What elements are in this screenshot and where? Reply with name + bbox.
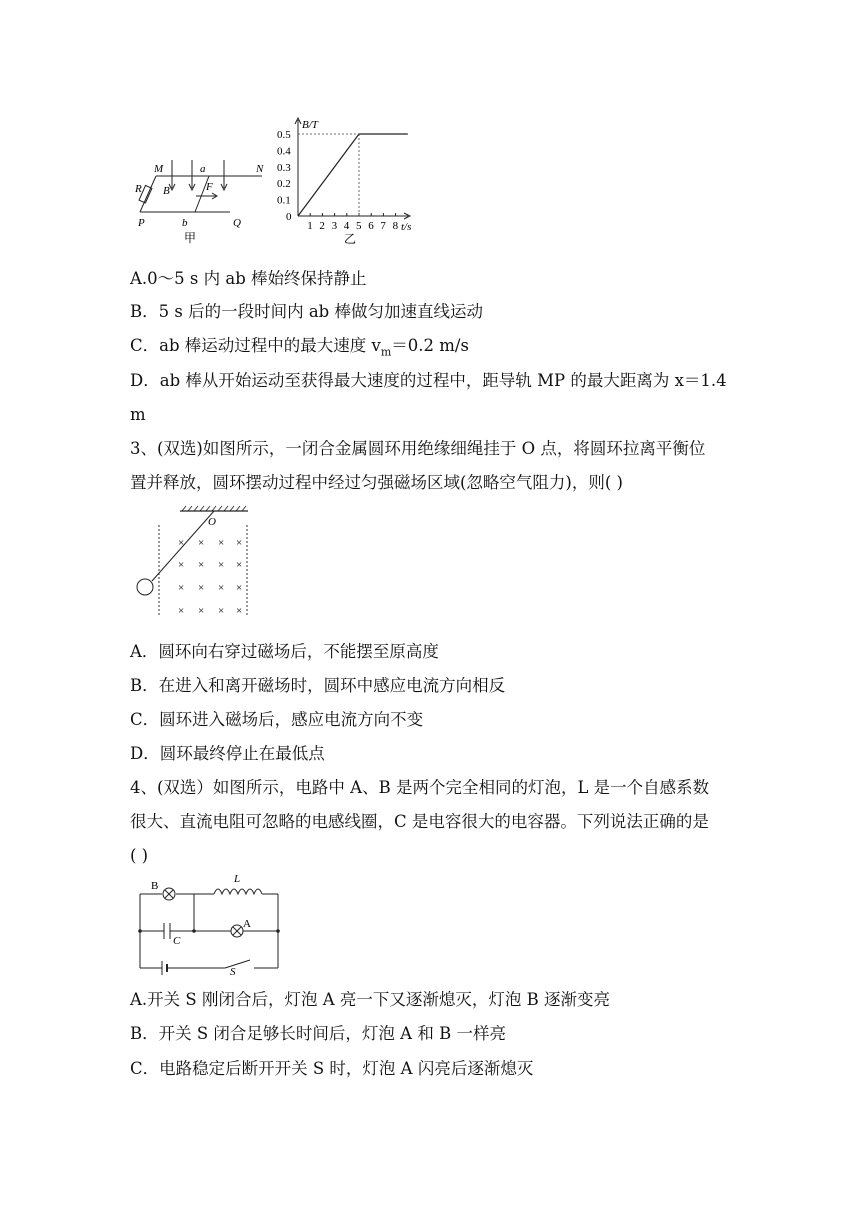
q3-figure	[130, 502, 270, 622]
label-M: M	[154, 163, 164, 175]
q2-option-c	[130, 335, 469, 363]
label-R: R	[135, 183, 142, 195]
q3-option-d: D．圆环最终停止在最低点	[130, 744, 325, 763]
x-tick-label: 6	[368, 220, 374, 232]
q4-option-b: B．开关 S 闭合足够长时间后，灯泡 A 和 B 一样亮	[130, 1024, 506, 1043]
x-tick-label: 5	[356, 220, 362, 232]
label-O: O	[208, 516, 216, 528]
magnetic-field-cross: ×	[236, 559, 243, 571]
label-P: P	[138, 217, 145, 229]
magnetic-field-cross: ×	[198, 582, 205, 594]
caption-yi: 乙	[344, 232, 357, 246]
label-Q: Q	[233, 217, 241, 229]
label-b: b	[182, 217, 188, 229]
x-tick-label: 3	[331, 220, 338, 232]
label-B-bulb: B	[151, 880, 159, 892]
y-tick-label: 0.2	[277, 178, 291, 191]
q4-figure	[130, 872, 290, 977]
magnetic-field-cross: ×	[178, 582, 185, 594]
caption-jia: 甲	[184, 231, 197, 245]
magnetic-field-cross: ×	[198, 537, 205, 549]
q4-stem-line1: 4、(双选）如图所示，电路中 A、B 是两个完全相同的灯泡，L 是一个自感系数	[130, 778, 710, 797]
y-tick-label: 0.5	[277, 129, 291, 141]
q4-option-c: C．电路稳定后断开开关 S 时，灯泡 A 闪亮后逐渐熄灭	[130, 1059, 534, 1078]
b-t-graph	[277, 118, 411, 246]
magnetic-field-cross: ×	[236, 537, 243, 549]
magnetic-field-cross: ×	[198, 559, 205, 571]
magnetic-field-cross: ×	[178, 605, 185, 617]
q2-option-b: B．5 s 后的一段时间内 ab 棒做匀加速直线运动	[130, 302, 483, 321]
q4-option-a: A.开关 S 刚闭合后，灯泡 A 亮一下又逐渐熄灭，灯泡 B 逐渐变亮	[130, 990, 610, 1009]
q4-stem-line3: ( )	[130, 846, 149, 865]
x-tick-label: 8	[392, 220, 399, 232]
q2-option-d-line2: m	[130, 405, 146, 424]
q2-option-c-pre: C．ab 棒运动过程中的最大速度 v	[130, 336, 381, 355]
magnetic-field-cross: ×	[218, 537, 225, 549]
x-tick-label: 7	[380, 220, 386, 232]
y-tick-label: 0.3	[277, 161, 291, 174]
magnetic-field-cross: ×	[218, 559, 225, 571]
magnetic-field-cross: ×	[218, 605, 225, 617]
graph-xlabel: t/s	[401, 221, 412, 233]
magnetic-field-cross: ×	[178, 537, 185, 549]
y-tick-label: 0	[286, 211, 292, 223]
label-L: L	[234, 873, 241, 885]
label-S: S	[230, 966, 236, 977]
label-F: F	[206, 181, 213, 193]
q2-option-c-post: ＝0.2 m/s	[391, 336, 469, 355]
q2-option-c-sub: m	[380, 345, 392, 359]
y-tick-label: 0.1	[277, 194, 291, 207]
label-N: N	[256, 163, 264, 175]
q3-stem-line2: 置并释放，圆环摆动过程中经过匀强磁场区域(忽略空气阻力)，则( )	[130, 473, 623, 492]
q3-option-c: C．圆环进入磁场后，感应电流方向不变	[130, 710, 424, 729]
magnetic-field-cross: ×	[218, 582, 225, 594]
x-tick-label: 2	[319, 220, 325, 232]
label-B: B	[163, 185, 170, 197]
label-a: a	[200, 163, 206, 175]
y-tick-label: 0.4	[277, 145, 291, 158]
q2-figure	[130, 110, 430, 250]
x-tick-label: 4	[343, 220, 350, 232]
graph-ylabel: B/T	[302, 119, 318, 131]
q3-stem-line1: 3、(双选)如图所示，一闭合金属圆环用绝缘细绳挂于 O 点，将圆环拉离平衡位	[130, 439, 706, 458]
b-t-line	[298, 134, 408, 216]
magnetic-field-cross: ×	[198, 605, 205, 617]
magnetic-field-cross: ×	[178, 559, 185, 571]
magnetic-field-cross: ×	[236, 582, 243, 594]
q2-option-d-line1: D．ab 棒从开始运动至获得最大速度的过程中，距导轨 MP 的最大距离为 x＝1.4	[130, 371, 727, 390]
magnetic-field-cross: ×	[236, 605, 243, 617]
q2-option-a: A.0～5 s 内 ab 棒始终保持静止	[130, 269, 367, 288]
label-A-bulb: A	[243, 918, 251, 930]
x-tick-label: 1	[307, 220, 313, 232]
q4-stem-line2: 很大、直流电阻可忽略的电感线圈，C 是电容很大的电容器。下列说法正确的是	[130, 812, 709, 831]
q3-option-a: A．圆环向右穿过磁场后，不能摆至原高度	[130, 642, 439, 661]
label-C: C	[173, 935, 181, 947]
q3-option-b: B．在进入和离开磁场时，圆环中感应电流方向相反	[130, 676, 506, 695]
